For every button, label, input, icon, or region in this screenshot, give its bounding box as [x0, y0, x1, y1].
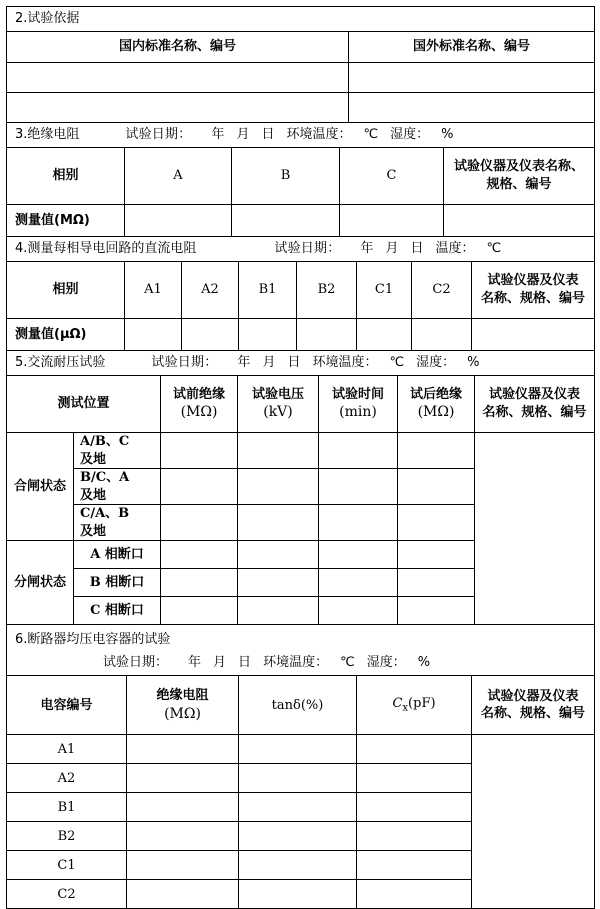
- measured-value-a[interactable]: [125, 205, 232, 237]
- section-5-year: 年: [237, 355, 251, 371]
- instrument-header-line2: 名称、规格、编号: [481, 291, 586, 306]
- section-4-year: 年: [360, 241, 374, 257]
- phase-c2-header: C2: [412, 262, 472, 319]
- cell-test-duration[interactable]: [319, 597, 398, 625]
- section-2-table: [6, 6, 595, 123]
- cell-test-voltage[interactable]: [238, 505, 319, 541]
- section-6-header-row: [7, 676, 595, 735]
- cell-post-insulation[interactable]: [398, 505, 475, 541]
- section-4-day: 日: [410, 241, 424, 257]
- section-5-header-row: [7, 376, 595, 433]
- post-test-insulation-name: 试后绝缘: [409, 386, 462, 402]
- phase-a2-header: A2: [182, 262, 239, 319]
- foreign-standard-cell-2[interactable]: [349, 93, 595, 123]
- section-3-humidity-unit: %: [441, 127, 454, 143]
- section-2-header-row: [7, 32, 595, 63]
- measured-value-a2[interactable]: [182, 319, 239, 351]
- section-6-title: 6.断路器均压电容器的试验: [15, 631, 171, 647]
- phase-b1-header: B1: [239, 262, 297, 319]
- post-test-insulation-header: [398, 376, 475, 433]
- table-row: [7, 205, 595, 237]
- test-duration-header: [319, 376, 398, 433]
- position-label: C 相断口: [74, 597, 161, 625]
- section-4-title: 4.测量每相导电回路的直流电阻: [15, 241, 197, 257]
- section-4-title-cell: [7, 237, 595, 262]
- measured-value-a1[interactable]: [125, 319, 182, 351]
- section-3-date-label: 试验日期：: [125, 127, 192, 143]
- insulation-resistance-name: 绝缘电阻: [156, 688, 209, 704]
- section-3-day: 日: [261, 127, 275, 143]
- cell-test-duration[interactable]: [319, 505, 398, 541]
- capacitor-number-header: 电容编号: [7, 676, 127, 735]
- section-5-month: 月: [262, 355, 276, 371]
- open-state-label: 分闸状态: [7, 541, 74, 625]
- cell-insulation-resistance[interactable]: [127, 880, 239, 909]
- section-6-title-cell: [7, 625, 595, 676]
- cell-test-duration[interactable]: [319, 469, 398, 505]
- section-5-humidity-label: 湿度：: [416, 355, 456, 371]
- section-5-humidity-unit: %: [467, 355, 480, 371]
- measured-value-b2[interactable]: [297, 319, 357, 351]
- section-5-day: 日: [287, 355, 301, 371]
- section-5-title-cell: [7, 351, 595, 376]
- cell-test-duration[interactable]: [319, 541, 398, 569]
- section-2-title-row: [7, 7, 595, 32]
- domestic-standard-header: 国内标准名称、编号: [7, 32, 349, 63]
- cell-cx[interactable]: [357, 880, 472, 909]
- phase-header: 相别: [7, 148, 125, 205]
- cx-subscript: x: [402, 702, 409, 714]
- measured-value-instrument[interactable]: [472, 319, 595, 351]
- cell-tan-delta[interactable]: [239, 793, 357, 822]
- section-3-temp-unit: ℃: [363, 127, 379, 143]
- cell-tan-delta[interactable]: [239, 851, 357, 880]
- section-4-month: 月: [385, 241, 399, 257]
- instrument-header: [475, 376, 595, 433]
- insulation-resistance-unit: (MΩ): [164, 705, 201, 722]
- instrument-header: [444, 148, 595, 205]
- domestic-standard-cell-2[interactable]: [7, 93, 349, 123]
- section-3-title-row: [7, 123, 595, 148]
- section-5-temp-unit: ℃: [389, 355, 405, 371]
- section-5-date-label: 试验日期：: [151, 355, 218, 371]
- pre-test-insulation-unit: (MΩ): [180, 404, 218, 421]
- cell-insulation-resistance[interactable]: [127, 822, 239, 851]
- section-5-temp-label: 环境温度：: [312, 355, 378, 371]
- cell-cx[interactable]: [357, 764, 472, 793]
- phase-a1-header: A1: [125, 262, 182, 319]
- table-row: [7, 735, 595, 764]
- cell-insulation-resistance[interactable]: [127, 764, 239, 793]
- test-duration-name: 试验时间: [331, 386, 384, 402]
- section-6-year: 年: [188, 655, 202, 671]
- phase-b-header: B: [232, 148, 340, 205]
- measured-value-b[interactable]: [232, 205, 340, 237]
- section-6-meta: [15, 648, 590, 672]
- cell-tan-delta[interactable]: [239, 880, 357, 909]
- domestic-standard-cell-1[interactable]: [7, 63, 349, 93]
- position-label: A/B、C 及地: [74, 433, 161, 469]
- section-3-humidity-label: 湿度：: [390, 127, 430, 143]
- capacitor-id: B1: [7, 793, 127, 822]
- section-4-header-row: [7, 262, 595, 319]
- instrument-header-line1: 试验仪器及仪表: [489, 387, 581, 403]
- foreign-standard-cell-1[interactable]: [349, 63, 595, 93]
- cell-test-voltage[interactable]: [238, 541, 319, 569]
- cell-cx[interactable]: [357, 851, 472, 880]
- cell-pre-insulation[interactable]: [161, 541, 238, 569]
- cell-post-insulation[interactable]: [398, 433, 475, 469]
- position-label: C/A、B 及地: [74, 505, 161, 541]
- table-row: [7, 433, 595, 469]
- closed-state-label: 合闸状态: [7, 433, 74, 541]
- measured-value-c1[interactable]: [357, 319, 412, 351]
- cell-post-insulation[interactable]: [398, 597, 475, 625]
- position-label: A 相断口: [74, 541, 161, 569]
- measured-value-b1[interactable]: [239, 319, 297, 351]
- cell-pre-insulation[interactable]: [161, 433, 238, 469]
- cx-header: [357, 676, 472, 735]
- section-3-header-row: [7, 148, 595, 205]
- capacitor-id: A1: [7, 735, 127, 764]
- test-position-header: 测试位置: [7, 376, 161, 433]
- cell-post-insulation[interactable]: [398, 569, 475, 597]
- instrument-header-line2: 名称、规格、编号: [481, 706, 586, 722]
- instrument-header: [472, 262, 595, 319]
- capacitor-id: C1: [7, 851, 127, 880]
- phase-c-header: C: [340, 148, 444, 205]
- tan-delta-header: tanδ(%): [239, 676, 357, 735]
- cell-pre-insulation[interactable]: [161, 569, 238, 597]
- section-6-humidity-label: 湿度：: [366, 655, 406, 671]
- cell-tan-delta[interactable]: [239, 764, 357, 793]
- cell-test-duration[interactable]: [319, 433, 398, 469]
- cell-instrument[interactable]: [472, 735, 595, 909]
- section-6-title-row: [7, 625, 595, 676]
- phase-c1-header: C1: [357, 262, 412, 319]
- capacitor-id: A2: [7, 764, 127, 793]
- section-4-temp-label: 温度：: [435, 241, 475, 257]
- test-voltage-header: [238, 376, 319, 433]
- section-6-humidity-unit: %: [417, 655, 431, 671]
- capacitor-id: B2: [7, 822, 127, 851]
- section-6-temp-label: 环境温度：: [263, 655, 329, 671]
- section-3-table: [6, 122, 595, 237]
- measured-value-c2[interactable]: [412, 319, 472, 351]
- instrument-header-line1: 试验仪器及仪表: [487, 688, 579, 704]
- cell-test-duration[interactable]: [319, 569, 398, 597]
- section-6-day: 日: [238, 655, 252, 671]
- section-4-temp-unit: ℃: [486, 241, 502, 257]
- cell-post-insulation[interactable]: [398, 541, 475, 569]
- section-3-month: 月: [236, 127, 250, 143]
- table-row: [7, 319, 595, 351]
- section-4-table: [6, 236, 595, 351]
- test-voltage-name: 试验电压: [251, 386, 304, 402]
- test-voltage-unit: (kV): [263, 404, 293, 421]
- section-6-temp-unit: ℃: [340, 655, 355, 671]
- section-3-year: 年: [211, 127, 225, 143]
- table-row: [7, 63, 595, 93]
- cell-insulation-resistance[interactable]: [127, 793, 239, 822]
- cell-cx[interactable]: [357, 735, 472, 764]
- instrument-header-line1: 试验仪器及仪表: [487, 273, 579, 289]
- section-4-title-row: [7, 237, 595, 262]
- instrument-header-line2: 规格、编号: [486, 177, 552, 192]
- section-6-table: [6, 624, 595, 909]
- measured-value-label: 测量值(MΩ): [7, 205, 125, 237]
- cell-pre-insulation[interactable]: [161, 469, 238, 505]
- phase-a-header: A: [125, 148, 232, 205]
- instrument-header: [472, 676, 595, 735]
- cell-post-insulation[interactable]: [398, 469, 475, 505]
- measured-value-label: 测量值(μΩ): [7, 319, 125, 351]
- capacitor-id: C2: [7, 880, 127, 909]
- section-5-title: 5.交流耐压试验: [15, 355, 106, 371]
- phase-b2-header: B2: [297, 262, 357, 319]
- instrument-header-line1: 试验仪器及仪表名称、: [454, 159, 585, 175]
- position-label: B/C、A 及地: [74, 469, 161, 505]
- position-label: B 相断口: [74, 569, 161, 597]
- test-duration-unit: (min): [339, 404, 377, 421]
- cell-test-voltage[interactable]: [238, 597, 319, 625]
- section-3-temp-label: 环境温度：: [286, 127, 352, 143]
- cell-test-voltage[interactable]: [238, 469, 319, 505]
- cell-cx[interactable]: [357, 793, 472, 822]
- section-2-title: 2.试验依据: [7, 7, 595, 32]
- table-row: [7, 93, 595, 123]
- cell-tan-delta[interactable]: [239, 822, 357, 851]
- cell-insulation-resistance[interactable]: [127, 735, 239, 764]
- cell-test-voltage[interactable]: [238, 569, 319, 597]
- pre-test-insulation-name: 试前绝缘: [172, 386, 225, 402]
- cell-pre-insulation[interactable]: [161, 505, 238, 541]
- section-6-date-label: 试验日期：: [103, 655, 169, 671]
- measured-value-instrument[interactable]: [444, 205, 595, 237]
- post-test-insulation-unit: (MΩ): [417, 404, 455, 421]
- section-3-title-cell: [7, 123, 595, 148]
- section-5-title-row: [7, 351, 595, 376]
- cell-tan-delta[interactable]: [239, 735, 357, 764]
- foreign-standard-header: 国外标准名称、编号: [349, 32, 595, 63]
- cell-instrument[interactable]: [475, 433, 595, 625]
- cell-pre-insulation[interactable]: [161, 597, 238, 625]
- insulation-resistance-header: [127, 676, 239, 735]
- cx-unit: (pF): [408, 696, 436, 712]
- section-6-month: 月: [213, 655, 227, 671]
- cell-cx[interactable]: [357, 822, 472, 851]
- section-4-date-label: 试验日期：: [274, 241, 341, 257]
- section-3-title: 3.绝缘电阻: [15, 127, 80, 143]
- phase-header: 相别: [7, 262, 125, 319]
- cell-insulation-resistance[interactable]: [127, 851, 239, 880]
- measured-value-c[interactable]: [340, 205, 444, 237]
- cell-test-voltage[interactable]: [238, 433, 319, 469]
- instrument-header-line2: 名称、规格、编号: [482, 405, 587, 420]
- cx-symbol: C: [392, 696, 403, 712]
- pre-test-insulation-header: [161, 376, 238, 433]
- section-5-table: [6, 350, 595, 625]
